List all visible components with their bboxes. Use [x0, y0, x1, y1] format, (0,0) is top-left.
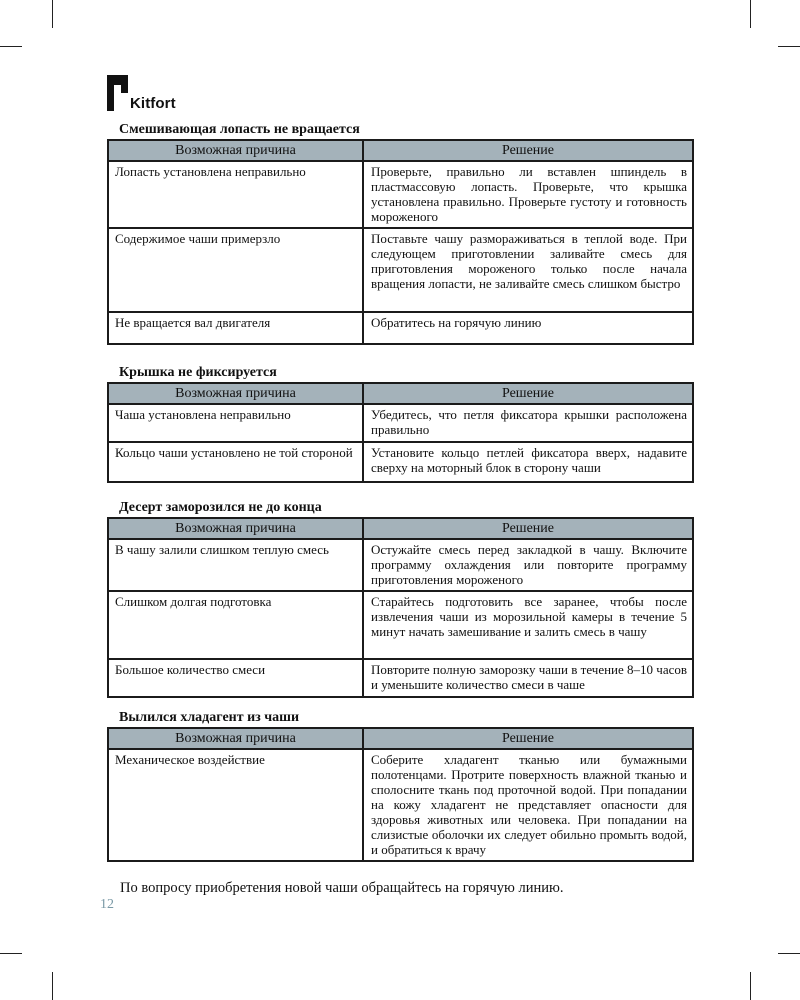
- table-header-row: [108, 728, 693, 749]
- column-header-cause: Возможная причина: [108, 140, 363, 161]
- page-number: 12: [100, 897, 114, 912]
- column-header-solution: Решение: [363, 383, 693, 404]
- section-paddle-not-rotating: [107, 121, 694, 345]
- column-header-solution: Решение: [363, 728, 693, 749]
- troubleshooting-table: [107, 517, 694, 698]
- column-header-solution: Решение: [363, 140, 693, 161]
- cause-cell: Содержимое чаши примерзло: [108, 228, 363, 312]
- table-row: [108, 591, 693, 659]
- cause-cell: Лопасть установлена неправильно: [108, 161, 363, 228]
- brand-logo: [107, 75, 176, 111]
- cause-cell: Кольцо чаши установлено не той стороной: [108, 442, 363, 482]
- column-header-cause: Возможная причина: [108, 728, 363, 749]
- table-header-row: [108, 383, 693, 404]
- cause-cell: Механическое воздействие: [108, 749, 363, 861]
- table-header-row: [108, 140, 693, 161]
- cause-cell: В чашу залили слишком теплую смесь: [108, 539, 363, 591]
- cause-cell: Чаша установлена неправильно: [108, 404, 363, 442]
- crop-mark: [778, 46, 800, 47]
- table-row: [108, 659, 693, 697]
- section-title: Вылился хладагент из чаши: [119, 710, 300, 725]
- table-header-row: [108, 518, 693, 539]
- solution-cell: Остужайте смесь перед закладкой в чашу. Включите программу охлаждения или повторите программу приготовления мороженого: [363, 539, 693, 591]
- troubleshooting-table: [107, 139, 694, 345]
- solution-cell: Соберите хладагент тканью или бумажными полотенцами. Протрите поверхность влажной тканью и сполосните ткань под проточной водой. При попадании на кожу хладагент не представляет опасности для здоровья животных или человека. При попадании на слизистые оболочки их следует обильно промыть водой, и обратиться к врачу: [363, 749, 693, 861]
- table-row: [108, 228, 693, 312]
- cause-cell: Большое количество смеси: [108, 659, 363, 697]
- table-row: [108, 312, 693, 344]
- cause-cell: Слишком долгая подготовка: [108, 591, 363, 659]
- solution-cell: Установите кольцо петлей фиксатора вверх, надавите сверху на моторный блок в сторону чаши: [363, 442, 693, 482]
- crop-mark: [52, 972, 53, 1000]
- crop-mark: [0, 46, 22, 47]
- crop-mark: [778, 953, 800, 954]
- solution-cell: Проверьте, правильно ли вставлен шпиндель в пластмассовую лопасть. Проверьте, что крышка установлена правильно. Проверьте густоту и готовность мороженого: [363, 161, 693, 228]
- solution-cell: Обратитесь на горячую линию: [363, 312, 693, 344]
- column-header-cause: Возможная причина: [108, 518, 363, 539]
- brand-name: Kitfort: [130, 95, 176, 112]
- kitfort-logo-icon: [107, 75, 129, 111]
- section-title: Десерт заморозился не до конца: [119, 500, 322, 515]
- solution-cell: Повторите полную заморозку чаши в течение 8–10 часов и уменьшите количество смеси в чаше: [363, 659, 693, 697]
- table-row: [108, 161, 693, 228]
- column-header-solution: Решение: [363, 518, 693, 539]
- troubleshooting-table: [107, 382, 694, 483]
- table-row: [108, 442, 693, 482]
- section-dessert-not-frozen: [107, 499, 694, 698]
- crop-mark: [750, 0, 751, 28]
- column-header-cause: Возможная причина: [108, 383, 363, 404]
- table-row: [108, 749, 693, 861]
- crop-mark: [750, 972, 751, 1000]
- table-row: [108, 404, 693, 442]
- solution-cell: Поставьте чашу размораживаться в теплой воде. При следующем приготовлении заливайте смесь для приготовления мороженого только после начала вращения лопасти, не заливайте смесь слишком быстро: [363, 228, 693, 312]
- table-row: [108, 539, 693, 591]
- cause-cell: Не вращается вал двигателя: [108, 312, 363, 344]
- section-coolant-leaked: [107, 709, 694, 862]
- section-title: Смешивающая лопасть не вращается: [119, 122, 360, 137]
- footer-note: По вопросу приобретения новой чаши обращайтесь на горячую линию.: [120, 880, 564, 896]
- troubleshooting-table: [107, 727, 694, 862]
- section-lid-not-fixing: [107, 364, 694, 483]
- solution-cell: Старайтесь подготовить все заранее, чтобы после извлечения чаши из морозильной камеры в течение 5 минут начать замешивание и залить смесь в чашу: [363, 591, 693, 659]
- crop-mark: [52, 0, 53, 28]
- solution-cell: Убедитесь, что петля фиксатора крышки расположена правильно: [363, 404, 693, 442]
- crop-mark: [0, 953, 22, 954]
- section-title: Крышка не фиксируется: [119, 365, 277, 380]
